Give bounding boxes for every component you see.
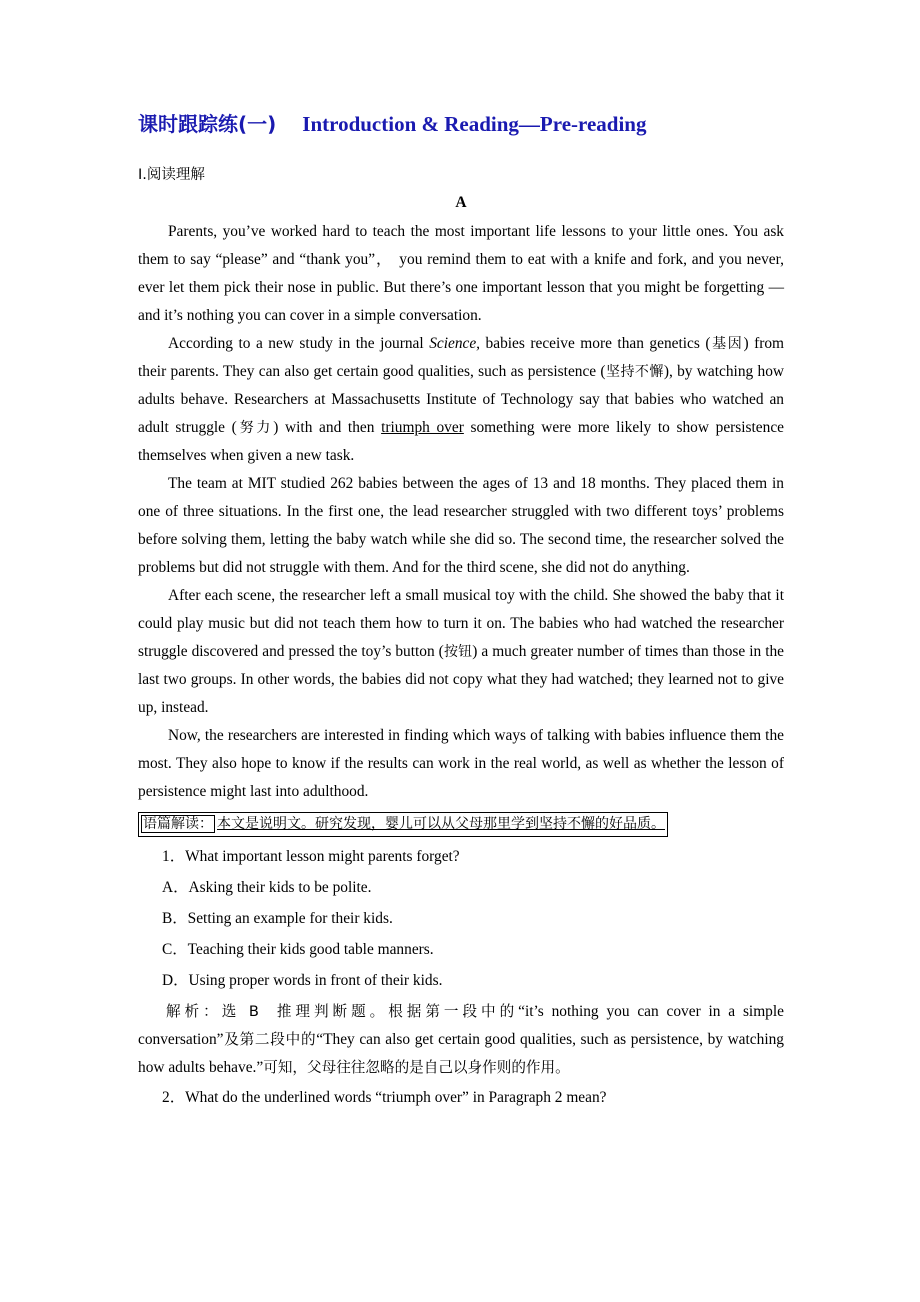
question-1-option-a[interactable]: A．Asking their kids to be polite. — [162, 879, 372, 896]
question-1-stem: 1．What important lesson might parents forget? — [162, 848, 460, 865]
question-1-option-b[interactable]: B．Setting an example for their kids. — [162, 910, 393, 927]
passage-paragraph-2: According to a new study in the journal Science, babies receive more than genetics (基因) from their parents. They can also get certain good qualities, such as persistence (坚持不懈), by watching how adults behave. Researchers at Massachusetts Institute of Technology say that babies who watched an adult struggle (努力) with and then triumph over something were more likely to show persistence themselves when given a new task. — [138, 335, 785, 464]
passage-label: A — [455, 194, 467, 211]
passage-analysis — [138, 812, 668, 837]
page-title-cn: 课时跟踪练(一) — [138, 112, 277, 136]
question-1-option-d[interactable]: D．Using proper words in front of their kids. — [162, 972, 443, 989]
passage-paragraph-1: Parents, you’ve worked hard to teach the most important life lessons to your little ones. You ask them to say “please” and “thank you”， you remind them to eat with a knife and fork, and you never, ever let them pick their nose in public. But there’s one important lesson that you might be forgetting — and it’s nothing you can cover in a simple conversation. — [138, 223, 785, 324]
explanation-choice: 选 B — [221, 1003, 259, 1020]
section-heading: Ⅰ.阅读理解 — [138, 167, 205, 183]
question-1-option-c[interactable]: C．Teaching their kids good table manners. — [162, 941, 434, 958]
passage-analysis-text: 本文是说明文。研究发现，婴儿可以从父母那里学到坚持不懈的好品质。 — [217, 816, 665, 832]
question-1-explanation: 解析：选 B 推理判断题。根据第一段中的“it’s nothing you can cover in a simple conversation”及第二段中的“They can also get certain good qualities, such as persistence, by watching how adults behave.”可知，父母往往忽略的是自己以身作则的作用。 — [138, 1003, 784, 1076]
passage-paragraph-5: Now, the researchers are interested in finding which ways of talking with babies influence them the most. They also hope to know if the results can work in the real world, as well as whether the lesson of persistence might last into adulthood. — [138, 727, 784, 800]
question-2-stem: 2．What do the underlined words “triumph over” in Paragraph 2 mean? — [162, 1089, 607, 1106]
passage-paragraph-3: The team at MIT studied 262 babies between the ages of 13 and 18 months. They placed them in one of three situations. In the first one, the lead researcher struggled with two different toys’ problems before solving them, letting the baby watch while she did so. The second time, the researcher solved the problems but did not struggle with them. And for the third scene, she did not do anything. — [138, 475, 784, 576]
page-title-en: Introduction & Reading—Pre-reading — [302, 112, 647, 136]
document-content — [138, 108, 784, 1113]
passage-analysis-label: 语篇解读： — [143, 816, 213, 832]
page-title — [138, 108, 784, 137]
passage-paragraph-4: After each scene, the researcher left a small musical toy with the child. She showed the baby that it could play music but did not teach them how to turn it on. The babies who had watched the researcher struggle discovered and pressed the toy’s button (按钮) a much greater number of times than those in the last two groups. In other words, the babies did not copy what they had watched; they learned not to give up, instead. — [138, 587, 784, 716]
explanation-label: 解析： — [166, 1003, 222, 1020]
underlined-phrase: triumph over — [381, 419, 464, 436]
